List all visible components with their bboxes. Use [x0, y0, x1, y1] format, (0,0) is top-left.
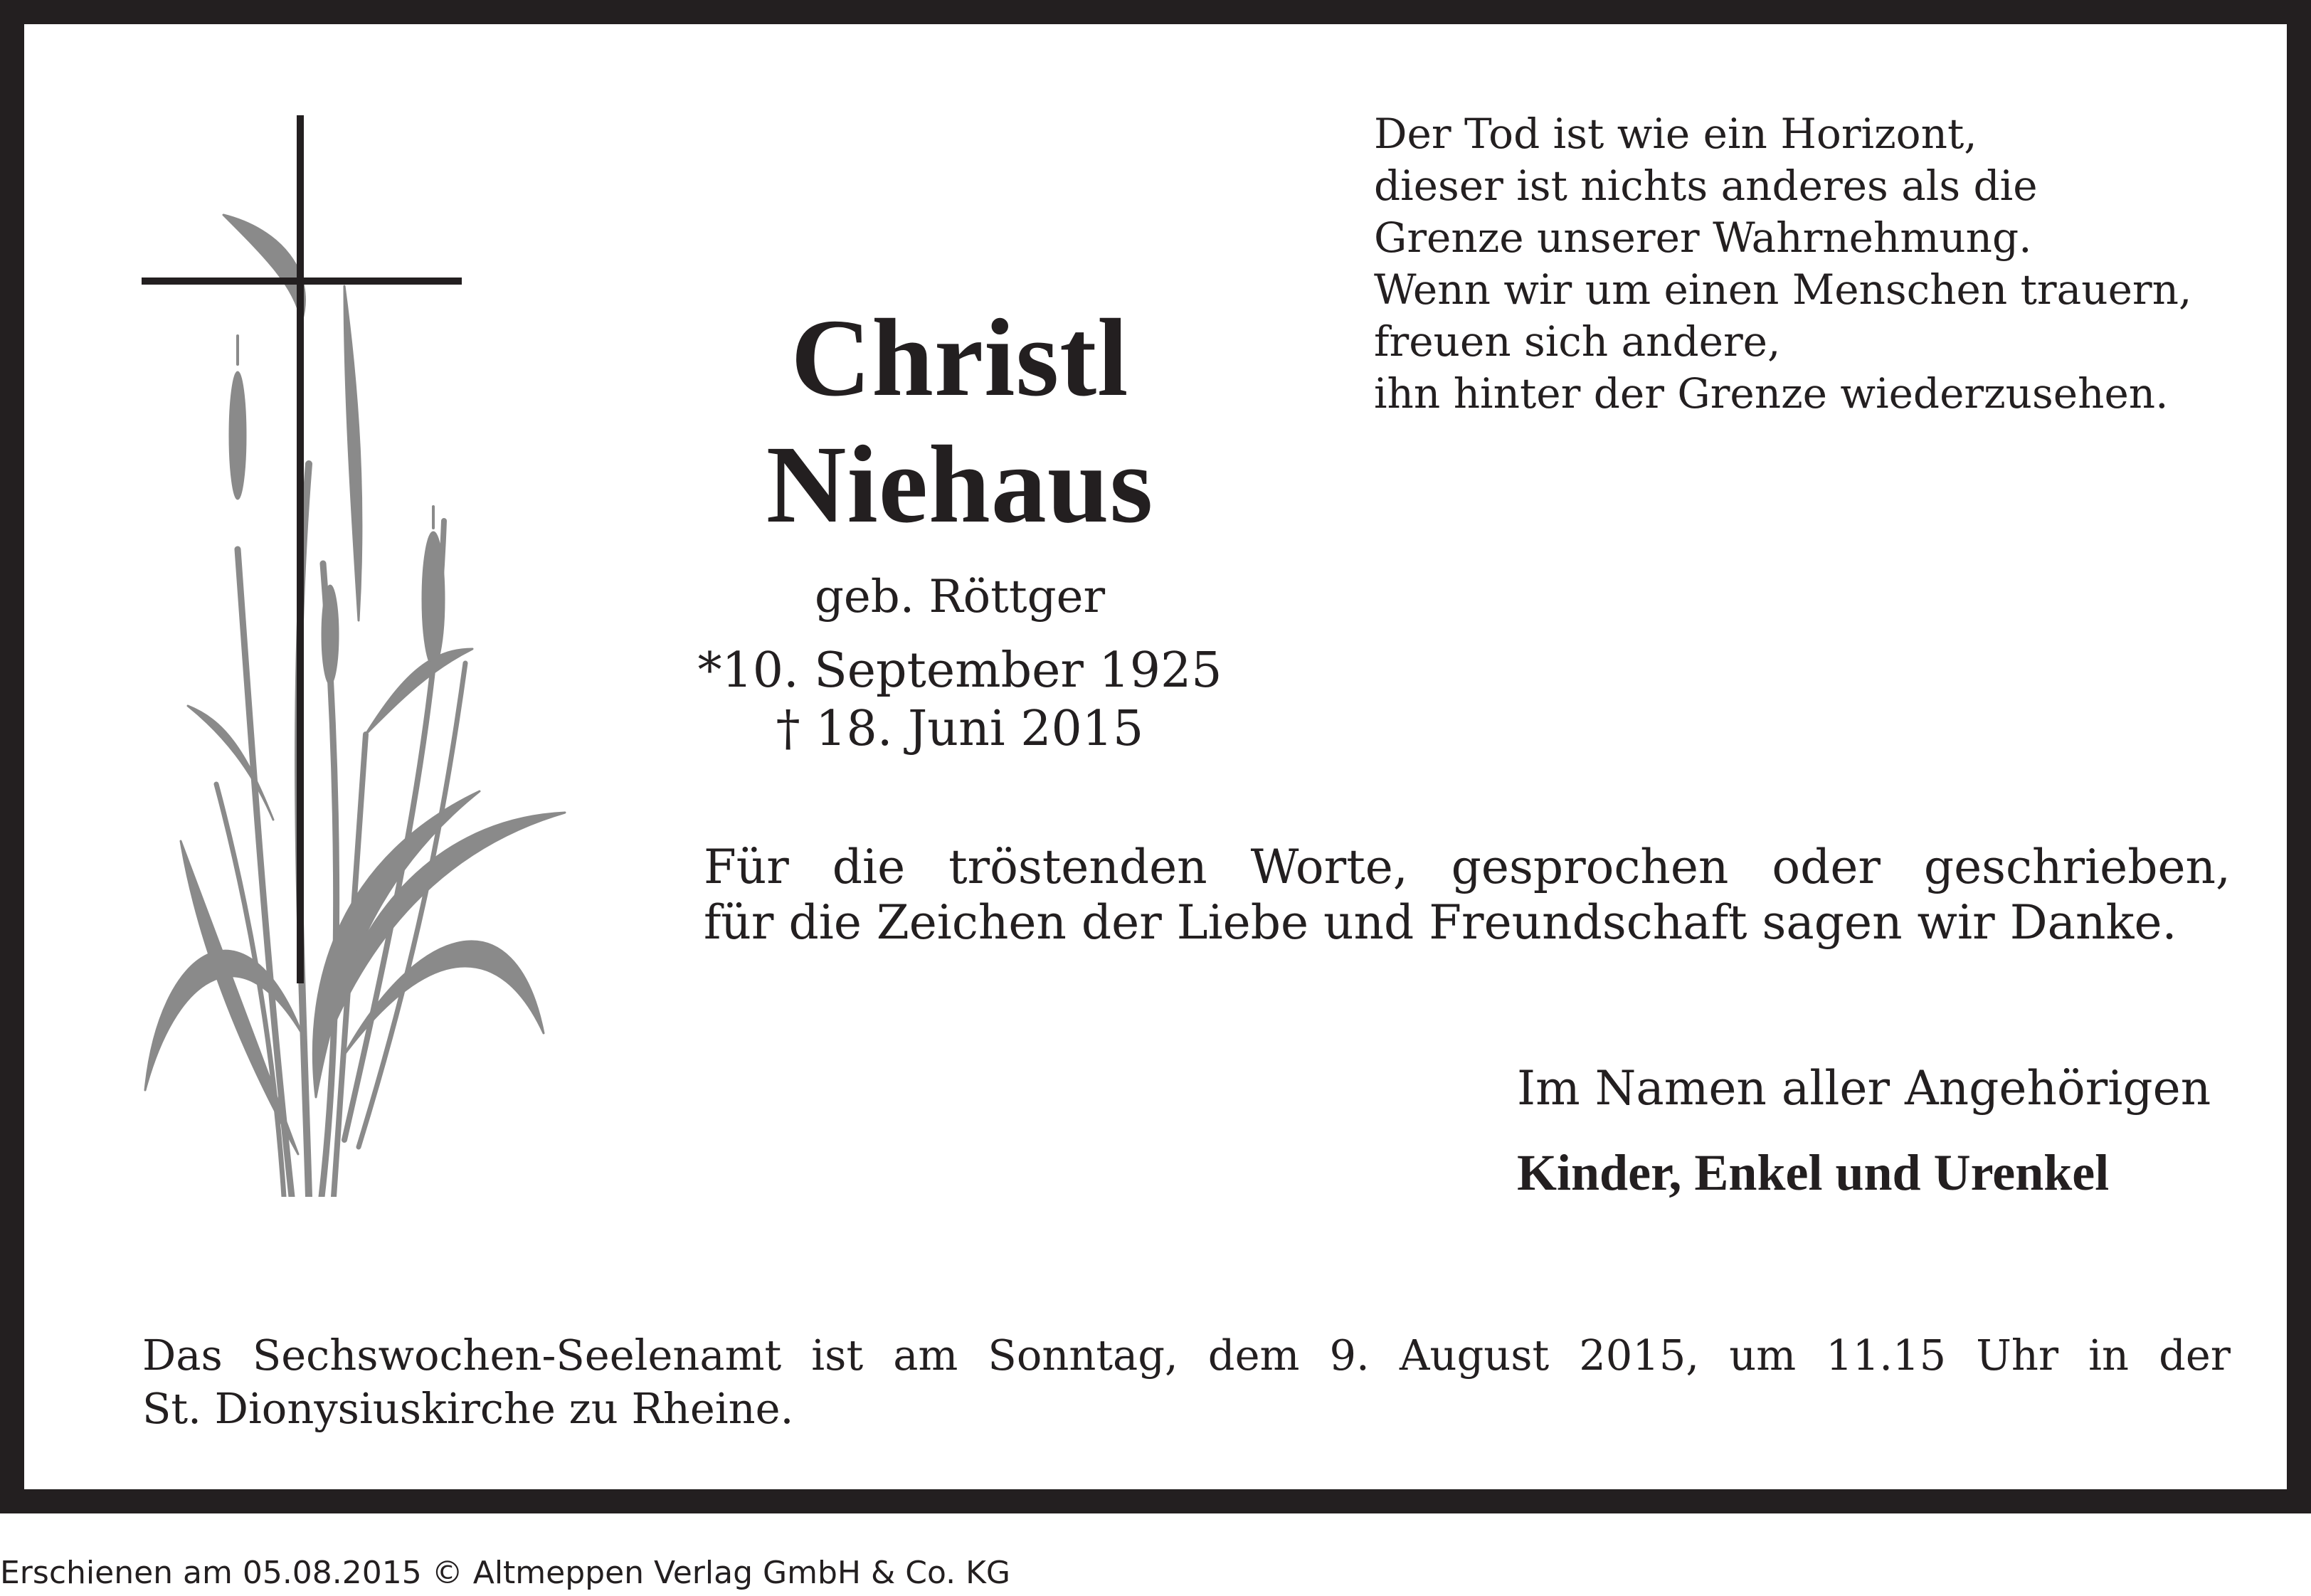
- poem: [1374, 108, 2191, 420]
- poem-line: freuen sich andere,: [1374, 317, 1781, 366]
- maiden-name: geb. Röttger: [814, 571, 1106, 623]
- service-line: Das Sechswochen-Seelenamt ist am Sonntag, dem 9. August 2015, um 11.15 Uhr in der: [142, 1331, 2231, 1380]
- life-dates: [650, 642, 1269, 759]
- poem-line: ihn hinter der Grenze wiederzusehen.: [1374, 369, 2169, 418]
- thanks-line: Für die tröstenden Worte, gesprochen oder geschrieben,: [704, 840, 2231, 894]
- birth-date: *10. September 1925: [697, 643, 1222, 699]
- publication-footer: Erschienen am 05.08.2015 © Altmeppen Verlag GmbH & Co. KG: [0, 1555, 1011, 1591]
- service-line: St. Dionysiuskirche zu Rheine.: [142, 1384, 794, 1433]
- thanks-text: [704, 840, 2231, 951]
- poem-line: Grenze unserer Wahrnehmung.: [1374, 213, 2032, 262]
- death-date: † 18. Juni 2015: [776, 701, 1144, 757]
- service-announcement: [142, 1328, 2231, 1435]
- poem-line: Wenn wir um einen Menschen trauern,: [1374, 265, 2192, 314]
- signature-names: Kinder, Enkel und Urenkel: [1517, 1144, 2110, 1201]
- reed-plant-icon: [145, 215, 565, 1197]
- deceased-block: [650, 295, 1269, 759]
- poem-line: Der Tod ist wie ein Horizont,: [1374, 110, 1977, 158]
- signature-intro: Im Namen aller Angehörigen: [1517, 1061, 2211, 1116]
- thanks-line: für die Zeichen der Liebe und Freundschaft sagen wir Danke.: [704, 895, 2177, 950]
- poem-line: dieser ist nichts anderes als die: [1374, 162, 2038, 210]
- deceased-last-name: Niehaus: [766, 423, 1154, 546]
- cross-with-reeds-illustration: [131, 108, 586, 1197]
- deceased-first-name: Christl: [790, 296, 1129, 419]
